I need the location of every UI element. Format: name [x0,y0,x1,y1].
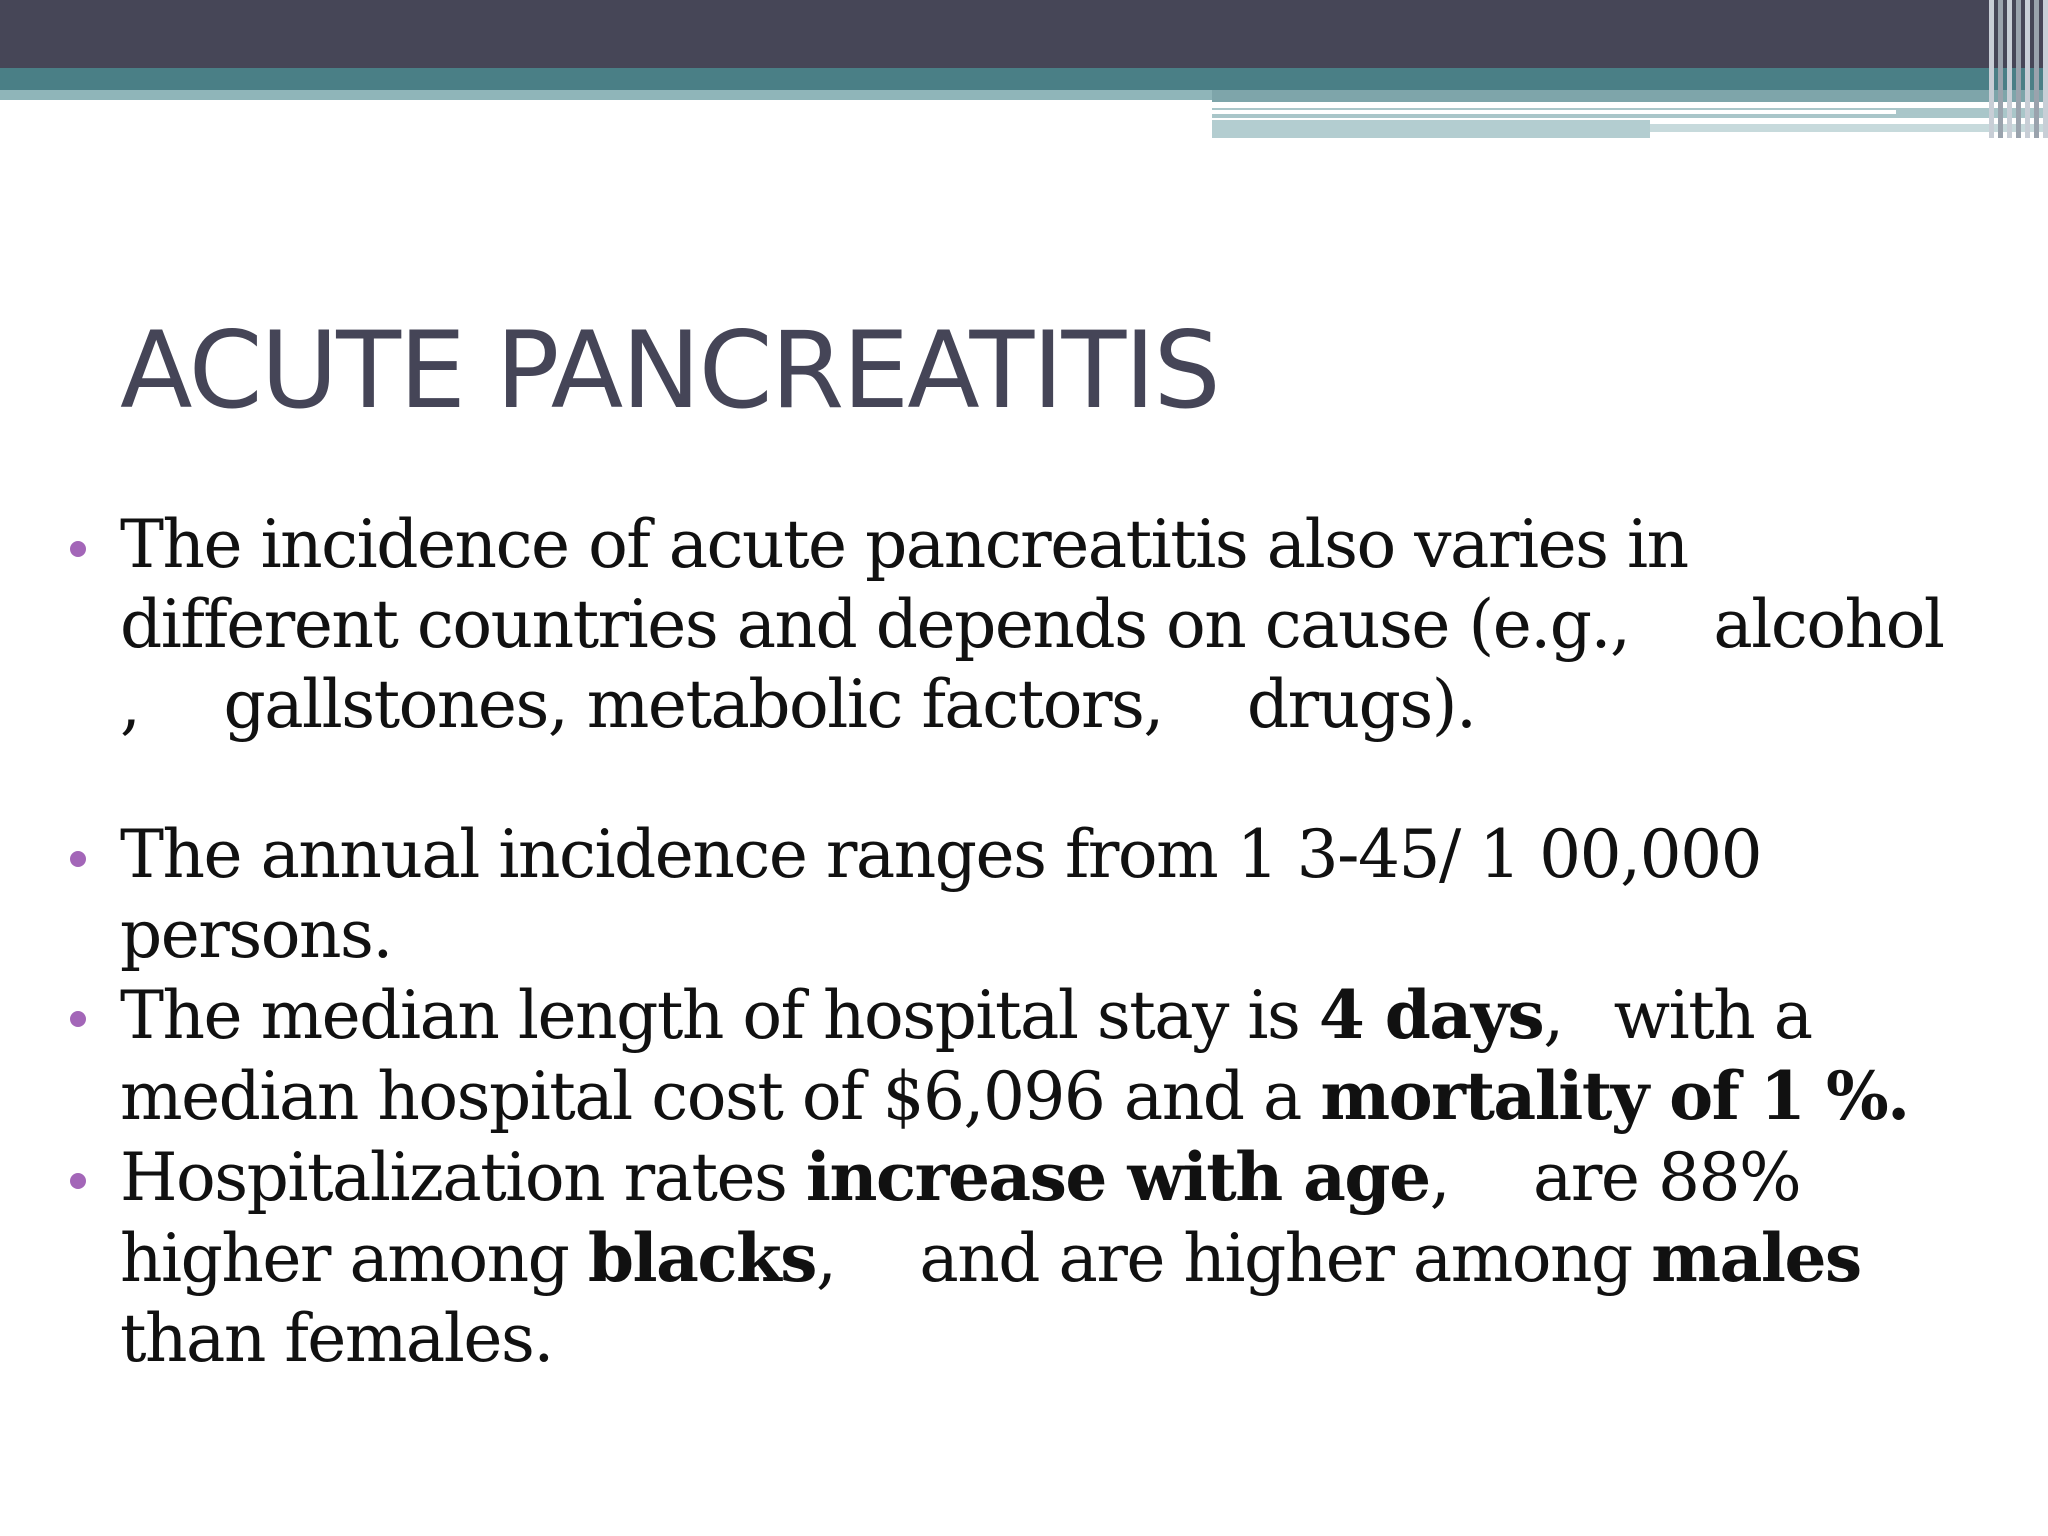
bullet-dot-icon [70,541,86,557]
header-band-right [1212,90,2048,102]
header-band-line [1212,110,1896,114]
bullet-incidence-variation: The incidence of acute pancreatitis also varies in different countries and depends on cause (e.g., alcohol , gallstones, metabolic factors, drugs). [64,505,2004,745]
bullet-dot-icon [70,1173,86,1189]
header-band-dark [0,0,2048,68]
bullet-annual-incidence: The annual incidence ranges from 1 3-45/ 1 00,000 persons. [64,815,2004,975]
header-band-teal [0,68,2048,90]
bullet-hospitalization-rates: Hospitalization rates increase with age, are 88% higher among blacks, and are higher among males than females. [64,1137,2004,1379]
bullet-dot-icon [70,1011,86,1027]
header-band-right-tab [1212,120,1650,138]
bullet-hospital-stay: The median length of hospital stay is 4 days, with a median hospital cost of $6,096 and a mortality of 1 %. [64,975,2004,1137]
slide-title: ACUTE PANCREATITIS [120,309,1219,432]
bullet-list [64,505,2004,1379]
header-band-light [0,90,1212,100]
bullet-dot-icon [70,851,86,867]
header-stripes [1988,0,2048,138]
